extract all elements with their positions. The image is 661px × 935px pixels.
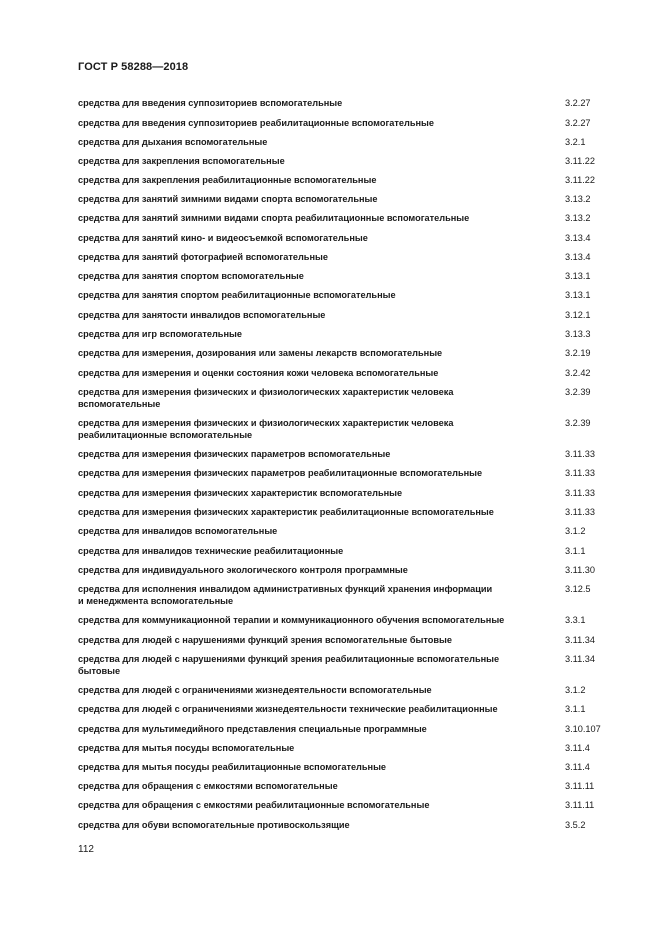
entry-term: средства для инвалидов технические реабилитационные	[78, 546, 344, 556]
entry-reference: 3.1.2	[565, 685, 586, 695]
entry-reference: 3.10.107	[565, 724, 601, 734]
entry-term: средства для занятий фотографией вспомогательные	[78, 252, 328, 262]
entry-term: средства для занятий зимними видами спорта вспомогательные	[78, 194, 378, 204]
entry-term: средства для введения суппозиториев вспомогательные	[78, 98, 343, 108]
entry-reference: 3.13.1	[565, 290, 591, 300]
entry-term: средства для коммуникационной терапии и коммуникационного обучения вспомогательные	[78, 615, 505, 625]
entry-reference: 3.11.34	[565, 635, 595, 645]
entry-term: средства для измерения физических и физиологических характеристик человека реабилитационные вспомогательные	[78, 418, 454, 440]
entry-reference: 3.11.22	[565, 175, 595, 185]
entry-term: средства для занятий кино- и видеосъемкой вспомогательные	[78, 233, 368, 243]
entry-term: средства для измерения физических параметров реабилитационные вспомогательные	[78, 468, 483, 478]
page-number: 112	[78, 844, 94, 855]
entry-reference: 3.13.2	[565, 194, 591, 204]
entry-reference: 3.11.11	[565, 781, 595, 791]
entry-reference: 3.1.1	[565, 704, 586, 714]
entry-reference: 3.11.4	[565, 743, 590, 753]
entry-reference: 3.11.30	[565, 565, 595, 575]
entry-reference: 3.11.11	[565, 800, 595, 810]
entry-reference: 3.11.33	[565, 488, 595, 498]
entry-reference: 3.12.1	[565, 310, 591, 320]
entry-reference: 3.11.33	[565, 507, 595, 517]
entry-term: средства для игр вспомогательные	[78, 329, 242, 339]
entry-reference: 3.2.1	[565, 137, 586, 147]
entry-reference: 3.13.1	[565, 271, 591, 281]
entry-reference: 3.13.4	[565, 233, 591, 243]
entry-term: средства для людей с нарушениями функций зрения вспомогательные бытовые	[78, 635, 452, 645]
entry-reference: 3.13.2	[565, 213, 591, 223]
entry-term: средства для занятия спортом реабилитационные вспомогательные	[78, 290, 396, 300]
entry-term: средства для закрепления вспомогательные	[78, 156, 285, 166]
entry-term: средства для дыхания вспомогательные	[78, 137, 268, 147]
entry-term: средства для мытья посуды вспомогательные	[78, 743, 295, 753]
entry-term: средства для обращения с емкостями реабилитационные вспомогательные	[78, 800, 430, 810]
entry-term: средства для мультимедийного представления специальные программные	[78, 724, 427, 734]
entry-reference: 3.11.34	[565, 654, 595, 664]
entry-reference: 3.2.19	[565, 348, 591, 358]
entry-term: средства для инвалидов вспомогательные	[78, 526, 278, 536]
entry-term: средства для обуви вспомогательные противоскользящие	[78, 820, 350, 830]
entry-reference: 3.12.5	[565, 584, 591, 594]
entry-term: средства для индивидуального экологического контроля программные	[78, 565, 408, 575]
entry-term: средства для введения суппозиториев реабилитационные вспомогательные	[78, 118, 434, 128]
entry-reference: 3.11.22	[565, 156, 595, 166]
entry-term: средства для обращения с емкостями вспомогательные	[78, 781, 338, 791]
entry-term: средства для измерения физических и физиологических характеристик человека вспомогательные	[78, 387, 454, 409]
entry-term: средства для людей с нарушениями функций зрения реабилитационные вспомогательные бытовые	[78, 654, 500, 676]
entry-reference: 3.13.4	[565, 252, 591, 262]
entry-term: средства для измерения физических характеристик реабилитационные вспомогательные	[78, 507, 494, 517]
document-header: ГОСТ Р 58288—2018	[78, 61, 189, 73]
entry-reference: 3.5.2	[565, 820, 586, 830]
entry-term: средства для людей с ограничениями жизнедеятельности технические реабилитационные	[78, 704, 498, 714]
entry-reference: 3.2.27	[565, 98, 591, 108]
entry-reference: 3.1.1	[565, 546, 586, 556]
entry-term: средства для занятости инвалидов вспомогательные	[78, 310, 326, 320]
entry-term: средства для занятий зимними видами спорта реабилитационные вспомогательные	[78, 213, 470, 223]
entry-term: средства для мытья посуды реабилитационные вспомогательные	[78, 762, 387, 772]
entry-term: средства для измерения, дозирования или замены лекарств вспомогательные	[78, 348, 443, 358]
entry-term: средства для людей с ограничениями жизнедеятельности вспомогательные	[78, 685, 432, 695]
entry-reference: 3.2.39	[565, 418, 591, 428]
entry-reference: 3.2.42	[565, 368, 591, 378]
entry-term: средства для измерения и оценки состояния кожи человека вспомогательные	[78, 368, 439, 378]
entry-term: средства для закрепления реабилитационные вспомогательные	[78, 175, 377, 185]
entry-reference: 3.2.27	[565, 118, 591, 128]
entry-reference: 3.1.2	[565, 526, 586, 536]
entry-reference: 3.2.39	[565, 387, 591, 397]
entry-reference: 3.11.33	[565, 468, 595, 478]
entry-term: средства для занятия спортом вспомогательные	[78, 271, 304, 281]
entry-term: средства для измерения физических характеристик вспомогательные	[78, 488, 403, 498]
entry-reference: 3.11.33	[565, 449, 595, 459]
entry-reference: 3.13.3	[565, 329, 591, 339]
entry-reference: 3.11.4	[565, 762, 590, 772]
entry-term: средства для исполнения инвалидом административных функций хранения информации и менеджмента вспомогательные	[78, 584, 493, 606]
entry-reference: 3.3.1	[565, 615, 586, 625]
entry-term: средства для измерения физических параметров вспомогательные	[78, 449, 391, 459]
